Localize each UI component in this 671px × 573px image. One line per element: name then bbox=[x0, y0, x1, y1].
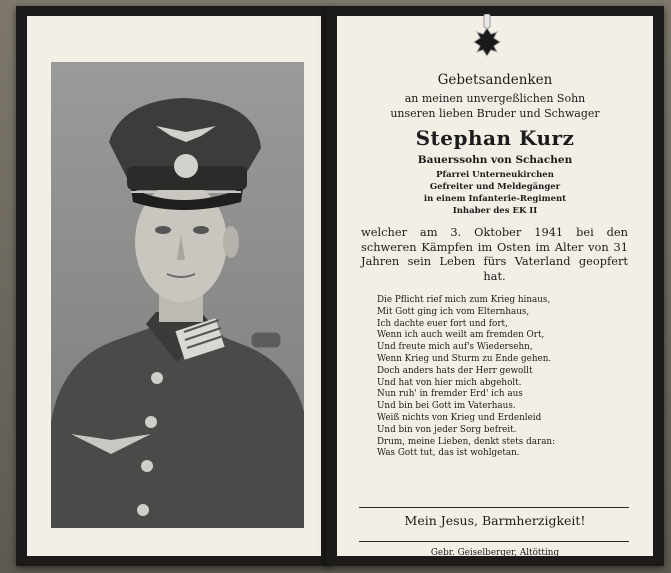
left-panel bbox=[16, 6, 332, 566]
poem-line: Und bin von jeder Sorg befreit. bbox=[377, 424, 517, 435]
death-notice: welcher am 3. Oktober 1941 bei den schweren Kämpfen im Osten im Alter von 31 Jahren sein Leben fürs Vaterland geopfert hat. bbox=[361, 225, 628, 283]
award-line: Inhaber des EK II bbox=[452, 206, 538, 216]
dedication-line-1: an meinen unvergeßlichen Sohn bbox=[404, 92, 586, 105]
poem-line: Und freute mich auf's Wiedersehn, bbox=[377, 342, 533, 353]
poem-line: Weiß nichts von Krieg und Erdenleid bbox=[377, 412, 542, 423]
deceased-name: Stephan Kurz bbox=[415, 126, 575, 150]
parish-line: Pfarrei Unterneukirchen bbox=[436, 170, 554, 180]
poem bbox=[377, 295, 653, 460]
right-panel-paper bbox=[337, 16, 653, 556]
left-panel-paper bbox=[27, 16, 321, 556]
card-title: Gebetsandenken bbox=[437, 72, 553, 88]
poem-line: Und bin bei Gott im Vaterhaus. bbox=[377, 401, 516, 412]
origin-line: Bauerssohn von Schachen bbox=[417, 154, 573, 166]
printer-credit: Gebr. Geiselberger, Altötting bbox=[430, 548, 560, 558]
poem-line: Wenn Krieg und Sturm zu Ende gehen. bbox=[377, 353, 552, 364]
divider-top bbox=[359, 507, 629, 508]
unit-line: in einem Infanterie-Regiment bbox=[423, 194, 567, 204]
rank-line: Gefreiter und Meldegänger bbox=[429, 182, 561, 192]
divider-bottom bbox=[359, 541, 629, 542]
poem-line: Doch anders hats der Herr gewollt bbox=[377, 365, 533, 376]
right-panel bbox=[326, 6, 664, 566]
memorial-text bbox=[337, 72, 653, 460]
poem-line: Wenn ich auch weilt am fremden Ort, bbox=[377, 330, 545, 341]
dedication-line-2: unseren lieben Bruder und Schwager bbox=[390, 107, 600, 120]
portrait-illustration bbox=[51, 62, 304, 528]
poem-line: Nun ruh' in fremder Erd' ich aus bbox=[377, 389, 523, 400]
poem-line: Die Pflicht rief mich zum Krieg hinaus, bbox=[377, 295, 551, 305]
poem-line: Ich dachte euer fort und fort, bbox=[377, 318, 508, 329]
poem-line: Mit Gott ging ich vom Elternhaus, bbox=[377, 306, 530, 317]
poem-line: Drum, meine Lieben, denkt stets daran: bbox=[377, 436, 556, 447]
poem-line: Was Gott tut, das ist wohlgetan. bbox=[377, 448, 520, 459]
closing-prayer: Mein Jesus, Barmherzigkeit! bbox=[404, 513, 586, 528]
soldier-portrait-photo bbox=[51, 62, 304, 528]
poem-line: Und hat von hier mich abgeholt. bbox=[377, 377, 522, 388]
iron-cross-pin-icon bbox=[472, 14, 502, 62]
